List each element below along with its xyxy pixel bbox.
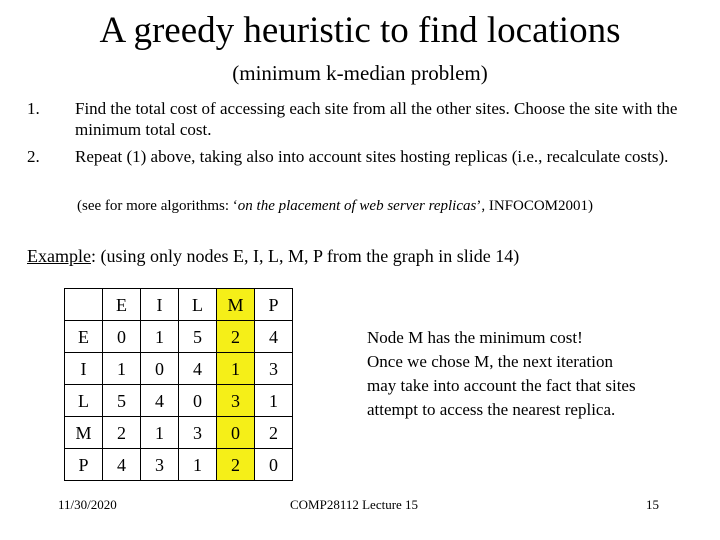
table-cell: 3	[179, 417, 217, 449]
side-note-line: Node M has the minimum cost!	[367, 328, 583, 347]
column-header: E	[103, 289, 141, 321]
table-row	[65, 417, 293, 449]
table-cell: 1	[141, 321, 179, 353]
reference-suffix: ’, INFOCOM2001)	[476, 198, 594, 214]
table-cell: 1	[179, 449, 217, 481]
table-cell: 2	[255, 417, 293, 449]
example-label: Example	[27, 246, 91, 266]
row-header: E	[65, 321, 103, 353]
example-heading	[27, 244, 519, 268]
table-row	[65, 353, 293, 385]
column-header: P	[255, 289, 293, 321]
table-cell: 1	[103, 353, 141, 385]
row-header: I	[65, 353, 103, 385]
table-cell: 1	[141, 417, 179, 449]
footer-course: COMP28112 Lecture 15	[290, 497, 419, 512]
table-row	[65, 321, 293, 353]
table-cell: 5	[179, 321, 217, 353]
slide-subtitle: (minimum k-median problem)	[232, 61, 488, 85]
row-header: L	[65, 385, 103, 417]
side-note-line: attempt to access the nearest replica.	[367, 400, 616, 419]
reference-title: on the placement of web server replicas	[237, 198, 477, 214]
side-note-line: Once we chose M, the next iteration	[367, 352, 613, 371]
list-number-1: 1.	[27, 99, 40, 118]
column-header: I	[141, 289, 179, 321]
table-cell: 4	[103, 449, 141, 481]
table-cell: 4	[255, 321, 293, 353]
table-cell: 0	[179, 385, 217, 417]
table-row	[65, 385, 293, 417]
table-cell: 2	[217, 321, 255, 353]
side-note	[367, 326, 717, 422]
table-cell: 4	[179, 353, 217, 385]
table-row	[65, 449, 293, 481]
table-cell: 0	[141, 353, 179, 385]
table-header-row	[65, 289, 293, 321]
slide-title: A greedy heuristic to find locations	[99, 10, 621, 51]
table-cell: 1	[255, 385, 293, 417]
footer-date: 11/30/2020	[58, 497, 117, 512]
reference-prefix: (see for more algorithms: ‘	[77, 198, 238, 214]
table-cell: 0	[255, 449, 293, 481]
table-cell: 4	[141, 385, 179, 417]
table-cell: 0	[217, 417, 255, 449]
table-cell: 2	[217, 449, 255, 481]
table-cell: 1	[217, 353, 255, 385]
column-header: M	[217, 289, 255, 321]
table-cell: 3	[255, 353, 293, 385]
footer-page-number: 15	[646, 497, 659, 512]
table-cell: 3	[141, 449, 179, 481]
example-text: : (using only nodes E, I, L, M, P from the graph in slide 14)	[90, 246, 520, 266]
list-item-2-text: Repeat (1) above, taking also into account sites hosting replicas (i.e., recalculate costs).	[75, 147, 669, 166]
list-item-1-text: Find the total cost of accessing each site from all the other sites. Choose the site with the minimum total cost.	[75, 99, 678, 139]
row-header: P	[65, 449, 103, 481]
column-header: L	[179, 289, 217, 321]
table-cell: 2	[103, 417, 141, 449]
table-cell: 5	[103, 385, 141, 417]
table-cell: 3	[217, 385, 255, 417]
cost-matrix-table	[64, 288, 293, 481]
table-corner-cell	[65, 289, 103, 321]
side-note-line: may take into account the fact that sites	[367, 376, 636, 395]
table-cell: 0	[103, 321, 141, 353]
row-header: M	[65, 417, 103, 449]
reference-note	[77, 196, 593, 216]
list-number-2: 2.	[27, 147, 40, 166]
